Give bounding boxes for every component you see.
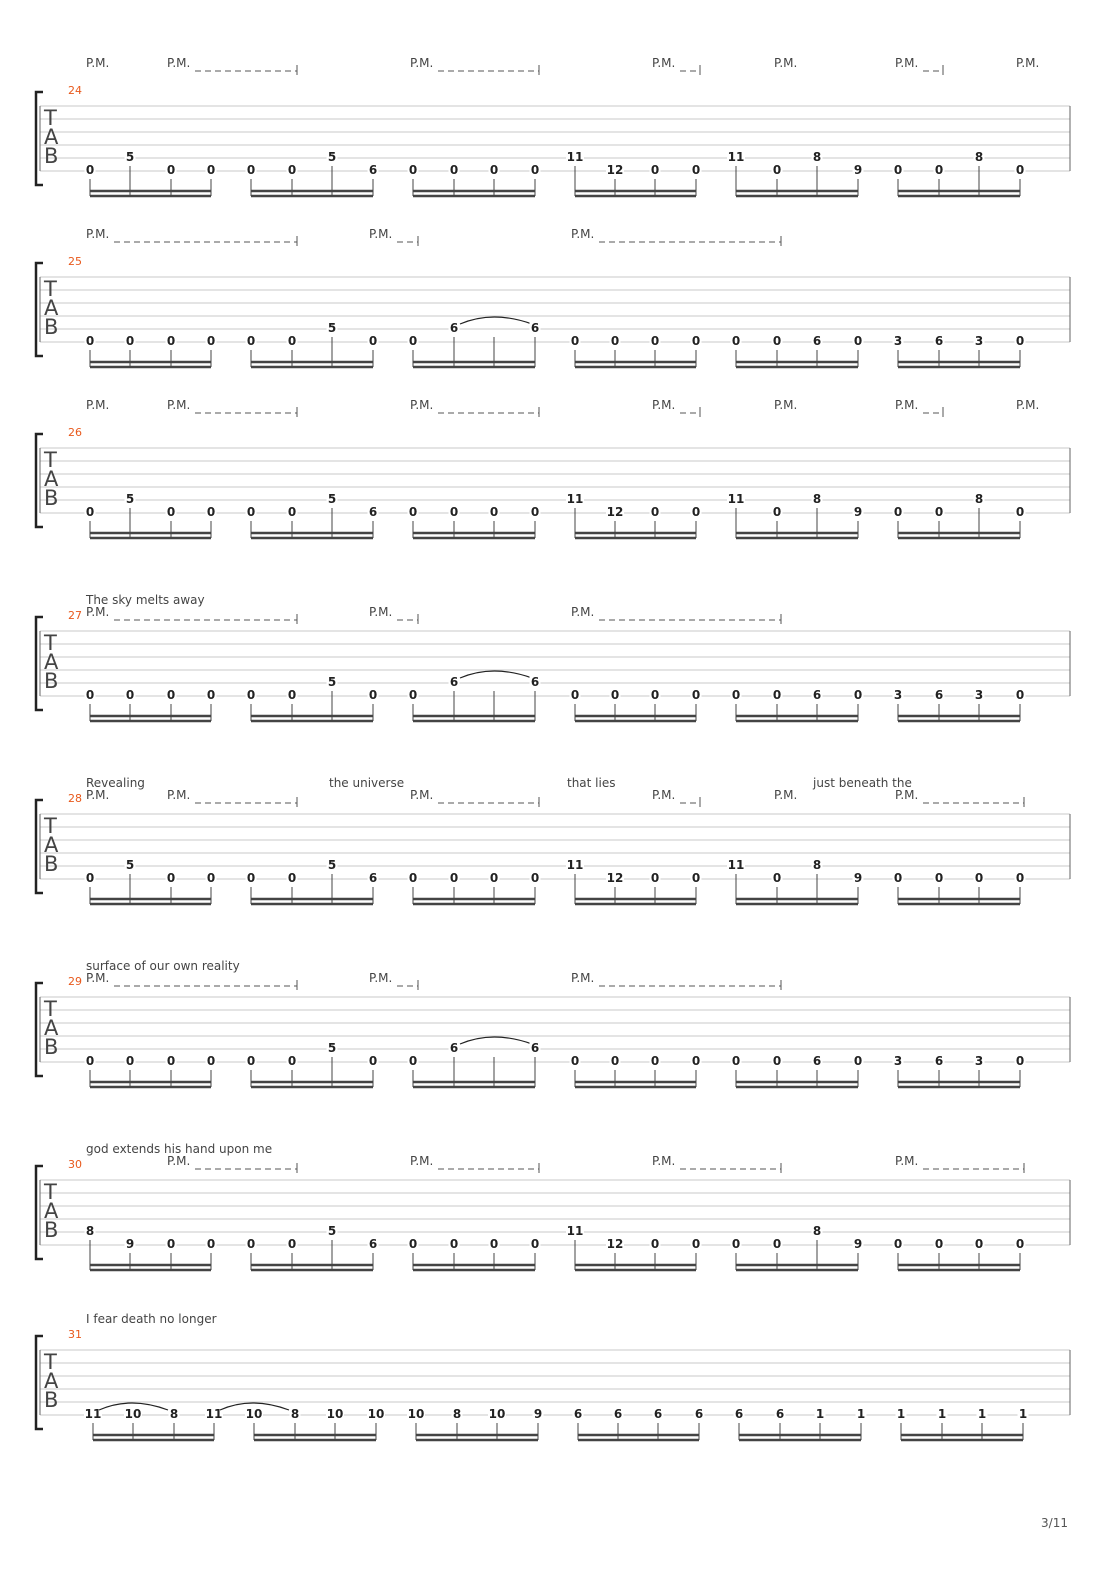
tab-clef-letter: T [44,448,57,472]
fret-number: 5 [327,321,337,335]
fret-number: 0 [125,1054,135,1068]
fret-number: 9 [853,505,863,519]
fret-number: 0 [408,688,418,702]
fret-number: 0 [166,334,176,348]
fret-number: 0 [772,1054,782,1068]
fret-number: 6 [694,1407,704,1421]
fret-number: 0 [772,688,782,702]
fret-number: 12 [606,1237,624,1251]
fret-number: 11 [84,1407,102,1421]
fret-number: 0 [893,1237,903,1251]
fret-number: 0 [287,871,297,885]
tab-clef-letter: A [44,467,59,491]
fret-number: 0 [650,163,660,177]
measure-number: 31 [68,1328,82,1341]
fret-number: 8 [812,150,822,164]
fret-number: 0 [772,163,782,177]
tab-clef-letter: B [44,144,59,168]
fret-number: 0 [853,334,863,348]
fret-number: 8 [812,858,822,872]
fret-number: 0 [853,1054,863,1068]
fret-number: 0 [893,163,903,177]
palm-mute-label: P.M. [652,1154,676,1168]
fret-number: 0 [731,1054,741,1068]
fret-number: 0 [691,1237,701,1251]
fret-number: 0 [206,871,216,885]
fret-number: 3 [974,688,984,702]
lyric-text: Revealing [86,776,145,790]
palm-mute-label: P.M. [895,788,919,802]
palm-mute-label: P.M. [86,56,110,70]
tie-arc [460,317,532,324]
palm-mute-label: P.M. [369,605,393,619]
fret-number: 0 [1015,688,1025,702]
fret-number: 5 [327,150,337,164]
fret-number: 0 [408,163,418,177]
fret-number: 0 [246,688,256,702]
fret-number: 0 [368,1054,378,1068]
palm-mute-label: P.M. [86,605,110,619]
fret-number: 0 [650,871,660,885]
fret-number: 0 [368,334,378,348]
tab-clef-letter: B [44,669,59,693]
fret-number: 6 [812,688,822,702]
fret-number: 0 [530,505,540,519]
palm-mute-label: P.M. [571,971,595,985]
fret-number: 0 [934,505,944,519]
page-number: 3/11 [1041,1516,1068,1530]
fret-number: 0 [1015,1237,1025,1251]
fret-number: 8 [812,492,822,506]
fret-number: 0 [530,163,540,177]
palm-mute-label: P.M. [167,1154,191,1168]
fret-number: 5 [327,492,337,506]
fret-number: 0 [206,688,216,702]
fret-number: 0 [449,1237,459,1251]
fret-number: 11 [566,1224,584,1238]
fret-number: 6 [734,1407,744,1421]
fret-number: 8 [812,1224,822,1238]
fret-number: 0 [246,1054,256,1068]
tab-clef-letter: A [44,833,59,857]
fret-number: 8 [974,150,984,164]
lyric-text: that lies [567,776,616,790]
tab-clef-letter: A [44,296,59,320]
tab-clef-letter: B [44,1388,59,1412]
fret-number: 0 [1015,163,1025,177]
fret-number: 0 [206,505,216,519]
lyric-text: just beneath the [813,776,912,790]
fret-number: 3 [893,688,903,702]
palm-mute-label: P.M. [652,788,676,802]
palm-mute-label: P.M. [86,788,110,802]
palm-mute-label: P.M. [410,1154,434,1168]
fret-number: 0 [408,871,418,885]
fret-number: 0 [287,1237,297,1251]
fret-number: 0 [853,688,863,702]
fret-number: 0 [650,688,660,702]
fret-number: 9 [533,1407,543,1421]
tab-clef-letter: B [44,315,59,339]
lyric-text: god extends his hand upon me [86,1142,273,1156]
fret-number: 12 [606,163,624,177]
fret-number: 0 [408,1054,418,1068]
fret-number: 0 [691,1054,701,1068]
fret-number: 0 [166,688,176,702]
fret-number: 0 [772,334,782,348]
fret-number: 11 [727,858,745,872]
fret-number: 0 [974,1237,984,1251]
fret-number: 0 [166,163,176,177]
fret-number: 0 [85,334,95,348]
fret-number: 1 [1018,1407,1028,1421]
lyric-text: the universe [329,776,405,790]
palm-mute-label: P.M. [167,398,191,412]
palm-mute-label: P.M. [369,971,393,985]
fret-number: 0 [408,1237,418,1251]
fret-number: 0 [489,871,499,885]
fret-number: 0 [772,1237,782,1251]
fret-number: 0 [246,334,256,348]
fret-number: 0 [246,163,256,177]
fret-number: 6 [934,1054,944,1068]
fret-number: 0 [85,871,95,885]
fret-number: 0 [85,688,95,702]
fret-number: 0 [691,688,701,702]
fret-number: 8 [974,492,984,506]
fret-number: 0 [893,871,903,885]
fret-number: 0 [691,334,701,348]
fret-number: 10 [488,1407,506,1421]
lyric-text: I fear death no longer [86,1312,217,1326]
measure-number: 28 [68,792,82,805]
fret-number: 0 [85,1054,95,1068]
fret-number: 0 [1015,1054,1025,1068]
fret-number: 8 [169,1407,179,1421]
fret-number: 11 [727,150,745,164]
fret-number: 0 [489,163,499,177]
measure-number: 30 [68,1158,82,1171]
palm-mute-label: P.M. [774,398,798,412]
tab-clef-letter: A [44,125,59,149]
fret-number: 0 [691,871,701,885]
palm-mute-label: P.M. [774,788,798,802]
fret-number: 10 [326,1407,344,1421]
lyric-text: surface of our own reality [86,959,240,973]
fret-number: 0 [489,1237,499,1251]
fret-number: 6 [934,688,944,702]
fret-number: 10 [124,1407,142,1421]
tab-clef-letter: B [44,1218,59,1242]
fret-number: 6 [530,675,540,689]
palm-mute-label: P.M. [652,56,676,70]
palm-mute-label: P.M. [410,788,434,802]
fret-number: 0 [530,871,540,885]
fret-number: 5 [125,150,135,164]
fret-number: 3 [893,1054,903,1068]
tab-clef-letter: B [44,486,59,510]
fret-number: 6 [613,1407,623,1421]
fret-number: 0 [287,688,297,702]
fret-number: 6 [573,1407,583,1421]
palm-mute-label: P.M. [1016,398,1040,412]
fret-number: 5 [327,1224,337,1238]
fret-number: 0 [166,505,176,519]
fret-number: 0 [530,1237,540,1251]
fret-number: 0 [206,1054,216,1068]
fret-number: 0 [934,871,944,885]
fret-number: 0 [206,163,216,177]
measure-number: 26 [68,426,82,439]
fret-number: 9 [853,163,863,177]
palm-mute-label: P.M. [895,56,919,70]
palm-mute-label: P.M. [895,398,919,412]
palm-mute-label: P.M. [571,605,595,619]
palm-mute-label: P.M. [167,788,191,802]
tab-clef-letter: T [44,1180,57,1204]
fret-number: 0 [610,1054,620,1068]
fret-number: 12 [606,505,624,519]
fret-number: 0 [449,505,459,519]
tab-clef-letter: A [44,1199,59,1223]
fret-number: 10 [245,1407,263,1421]
fret-number: 9 [853,1237,863,1251]
measure-number: 25 [68,255,82,268]
fret-number: 6 [368,163,378,177]
tie-arc [460,1037,532,1044]
fret-number: 0 [650,334,660,348]
fret-number: 0 [650,505,660,519]
fret-number: 5 [125,858,135,872]
fret-number: 0 [731,1237,741,1251]
palm-mute-label: P.M. [1016,56,1040,70]
fret-number: 0 [772,871,782,885]
fret-number: 0 [125,334,135,348]
tab-clef-letter: B [44,1035,59,1059]
fret-number: 6 [812,1054,822,1068]
fret-number: 9 [125,1237,135,1251]
fret-number: 6 [530,321,540,335]
fret-number: 5 [327,1041,337,1055]
palm-mute-label: P.M. [167,56,191,70]
fret-number: 0 [1015,871,1025,885]
fret-number: 10 [367,1407,385,1421]
fret-number: 5 [125,492,135,506]
palm-mute-label: P.M. [652,398,676,412]
fret-number: 8 [85,1224,95,1238]
palm-mute-label: P.M. [410,398,434,412]
fret-number: 0 [570,334,580,348]
tab-clef-letter: B [44,852,59,876]
fret-number: 6 [530,1041,540,1055]
fret-number: 8 [290,1407,300,1421]
fret-number: 0 [772,505,782,519]
fret-number: 1 [815,1407,825,1421]
fret-number: 6 [812,334,822,348]
fret-number: 0 [85,163,95,177]
fret-number: 6 [368,1237,378,1251]
fret-number: 0 [246,1237,256,1251]
fret-number: 5 [327,675,337,689]
fret-number: 5 [327,858,337,872]
fret-number: 0 [287,505,297,519]
fret-number: 6 [368,505,378,519]
fret-number: 0 [489,505,499,519]
palm-mute-label: P.M. [895,1154,919,1168]
fret-number: 3 [974,334,984,348]
fret-number: 0 [449,163,459,177]
fret-number: 9 [853,871,863,885]
fret-number: 0 [893,505,903,519]
fret-number: 0 [449,871,459,885]
palm-mute-label: P.M. [369,227,393,241]
palm-mute-label: P.M. [774,56,798,70]
fret-number: 0 [166,871,176,885]
fret-number: 11 [566,858,584,872]
fret-number: 0 [408,505,418,519]
measure-number: 29 [68,975,82,988]
fret-number: 1 [896,1407,906,1421]
fret-number: 6 [368,871,378,885]
fret-number: 0 [287,163,297,177]
fret-number: 0 [1015,334,1025,348]
fret-number: 0 [246,871,256,885]
fret-number: 0 [610,688,620,702]
tab-clef-letter: A [44,650,59,674]
measure-number: 27 [68,609,82,622]
fret-number: 6 [449,321,459,335]
tab-clef-letter: A [44,1369,59,1393]
tie-arc [460,671,532,678]
fret-number: 0 [691,163,701,177]
fret-number: 0 [408,334,418,348]
tab-clef-letter: T [44,631,57,655]
fret-number: 11 [566,492,584,506]
fret-number: 6 [449,675,459,689]
fret-number: 0 [934,163,944,177]
fret-number: 3 [893,334,903,348]
tab-clef-letter: T [44,277,57,301]
fret-number: 0 [731,334,741,348]
fret-number: 0 [287,334,297,348]
fret-number: 0 [650,1054,660,1068]
palm-mute-label: P.M. [86,971,110,985]
palm-mute-label: P.M. [410,56,434,70]
fret-number: 0 [610,334,620,348]
fret-number: 0 [166,1054,176,1068]
fret-number: 0 [368,688,378,702]
fret-number: 0 [731,688,741,702]
fret-number: 6 [775,1407,785,1421]
fret-number: 6 [653,1407,663,1421]
fret-number: 0 [287,1054,297,1068]
fret-number: 0 [691,505,701,519]
palm-mute-label: P.M. [571,227,595,241]
measure-number: 24 [68,84,82,97]
fret-number: 1 [977,1407,987,1421]
tab-clef-letter: A [44,1016,59,1040]
fret-number: 0 [1015,505,1025,519]
fret-number: 0 [125,688,135,702]
fret-number: 11 [727,492,745,506]
palm-mute-label: P.M. [86,398,110,412]
fret-number: 3 [974,1054,984,1068]
fret-number: 0 [650,1237,660,1251]
fret-number: 8 [452,1407,462,1421]
tab-clef-letter: T [44,814,57,838]
fret-number: 0 [974,871,984,885]
fret-number: 11 [566,150,584,164]
fret-number: 6 [934,334,944,348]
tab-clef-letter: T [44,1350,57,1374]
fret-number: 0 [166,1237,176,1251]
fret-number: 12 [606,871,624,885]
fret-number: 11 [205,1407,223,1421]
fret-number: 0 [570,1054,580,1068]
palm-mute-label: P.M. [86,227,110,241]
tab-clef-letter: T [44,997,57,1021]
fret-number: 0 [570,688,580,702]
fret-number: 0 [934,1237,944,1251]
fret-number: 10 [407,1407,425,1421]
fret-number: 1 [937,1407,947,1421]
lyric-text: The sky melts away [86,593,205,607]
tab-clef-letter: T [44,106,57,130]
fret-number: 1 [856,1407,866,1421]
fret-number: 0 [206,334,216,348]
fret-number: 0 [85,505,95,519]
fret-number: 6 [449,1041,459,1055]
fret-number: 0 [246,505,256,519]
fret-number: 0 [206,1237,216,1251]
